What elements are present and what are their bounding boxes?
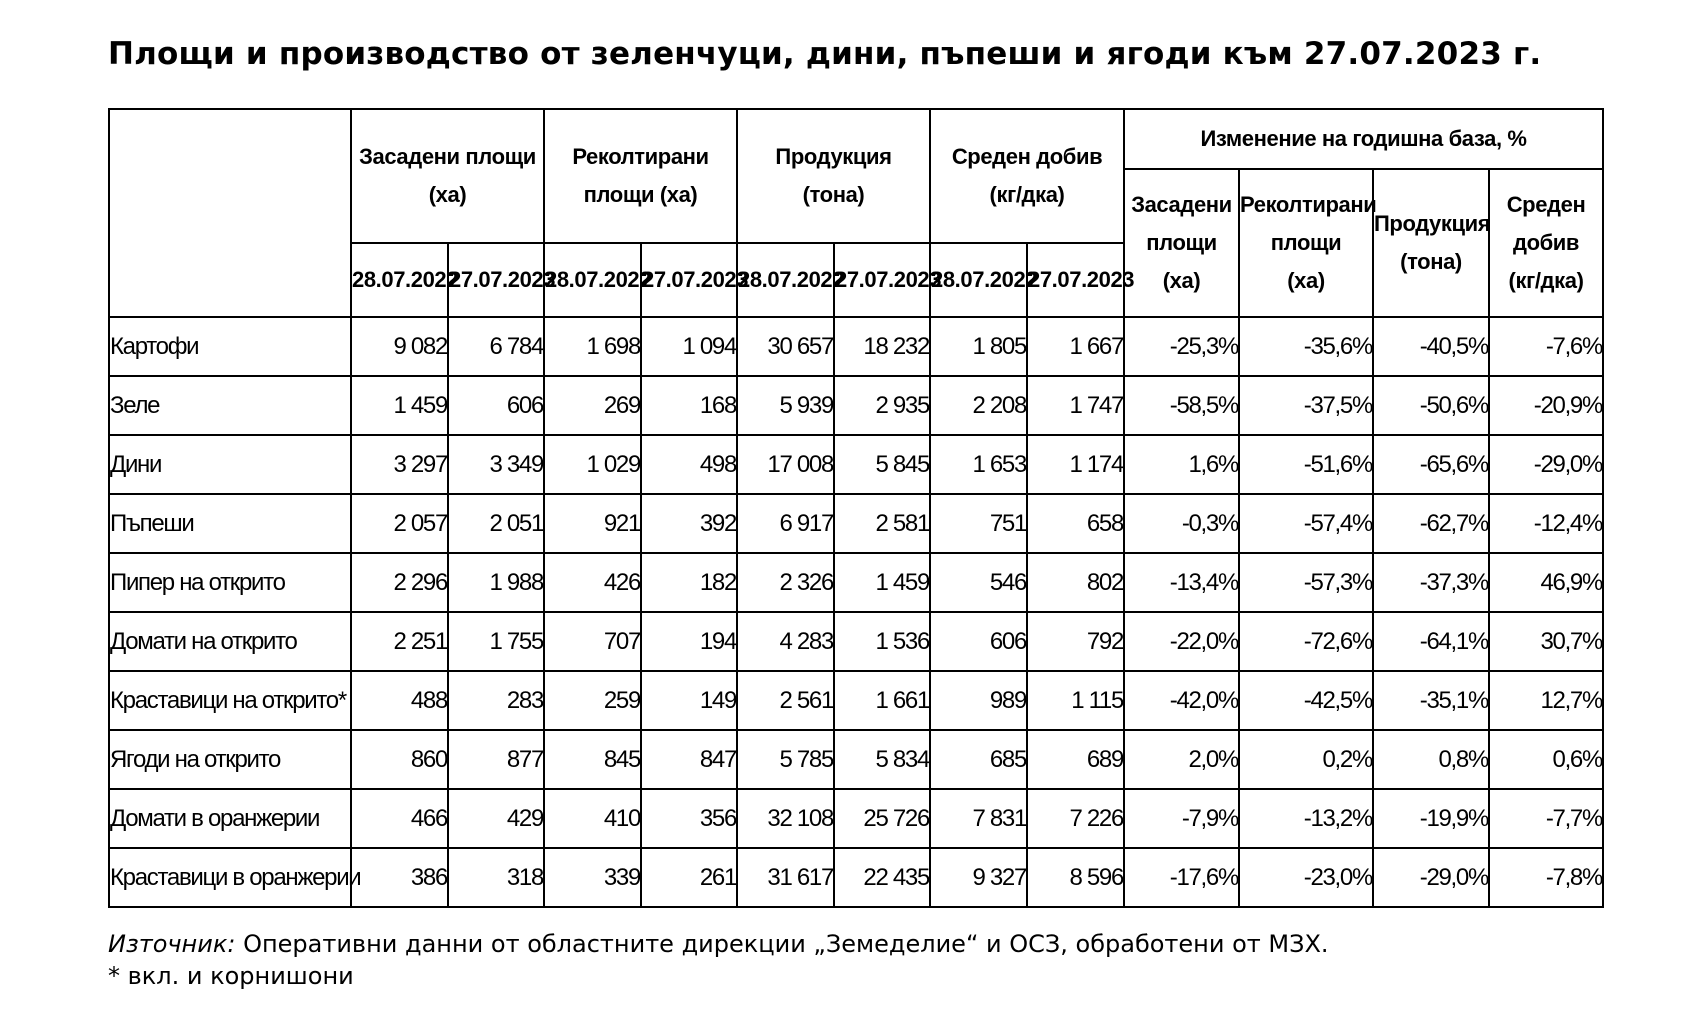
date-header: 27.07.2023 bbox=[641, 243, 737, 317]
table-cell: -64,1% bbox=[1373, 612, 1489, 671]
table-cell: 30 657 bbox=[737, 317, 834, 376]
table-cell: 1,6% bbox=[1124, 435, 1239, 494]
date-header: 28.07.2022 bbox=[351, 243, 448, 317]
table-row bbox=[109, 317, 1603, 376]
table-cell: 1 988 bbox=[448, 553, 544, 612]
table-cell: -57,3% bbox=[1239, 553, 1373, 612]
table-cell: -19,9% bbox=[1373, 789, 1489, 848]
date-header: 28.07.2022 bbox=[930, 243, 1027, 317]
table-cell: 845 bbox=[544, 730, 641, 789]
table-cell: -12,4% bbox=[1489, 494, 1603, 553]
table-cell: 1 747 bbox=[1027, 376, 1124, 435]
table-cell: 46,9% bbox=[1489, 553, 1603, 612]
table-row bbox=[109, 730, 1603, 789]
table-cell: 2 326 bbox=[737, 553, 834, 612]
table-cell: -65,6% bbox=[1373, 435, 1489, 494]
table-cell: 860 bbox=[351, 730, 448, 789]
header-change-production: Продукция (тона) bbox=[1373, 169, 1489, 317]
table-cell: 5 939 bbox=[737, 376, 834, 435]
table-cell: 32 108 bbox=[737, 789, 834, 848]
table-cell: -7,7% bbox=[1489, 789, 1603, 848]
table-cell: 339 bbox=[544, 848, 641, 907]
table-row bbox=[109, 671, 1603, 730]
table-cell: 8 596 bbox=[1027, 848, 1124, 907]
table-cell: 751 bbox=[930, 494, 1027, 553]
row-label: Ягоди на открито bbox=[109, 730, 351, 789]
table-cell: 168 bbox=[641, 376, 737, 435]
table-cell: 429 bbox=[448, 789, 544, 848]
table-cell: 2 935 bbox=[834, 376, 930, 435]
table-cell: 3 297 bbox=[351, 435, 448, 494]
table-cell: 194 bbox=[641, 612, 737, 671]
table-cell: 261 bbox=[641, 848, 737, 907]
row-label: Зеле bbox=[109, 376, 351, 435]
table-row bbox=[109, 553, 1603, 612]
table-cell: 3 349 bbox=[448, 435, 544, 494]
table-cell: 7 831 bbox=[930, 789, 1027, 848]
table-cell: 606 bbox=[448, 376, 544, 435]
row-label: Краставици в оранжерии bbox=[109, 848, 351, 907]
table-cell: 2 051 bbox=[448, 494, 544, 553]
table-cell: 5 834 bbox=[834, 730, 930, 789]
table-cell: 1 698 bbox=[544, 317, 641, 376]
row-label: Пъпеши bbox=[109, 494, 351, 553]
table-cell: 7 226 bbox=[1027, 789, 1124, 848]
table-cell: 6 784 bbox=[448, 317, 544, 376]
table-cell: -58,5% bbox=[1124, 376, 1239, 435]
table-cell: -57,4% bbox=[1239, 494, 1373, 553]
table-body bbox=[109, 317, 1603, 907]
table-cell: 1 661 bbox=[834, 671, 930, 730]
table-cell: -29,0% bbox=[1489, 435, 1603, 494]
table-cell: 149 bbox=[641, 671, 737, 730]
table-cell: 386 bbox=[351, 848, 448, 907]
table-cell: -23,0% bbox=[1239, 848, 1373, 907]
table-cell: 9 327 bbox=[930, 848, 1027, 907]
table-cell: 847 bbox=[641, 730, 737, 789]
table-cell: 2 581 bbox=[834, 494, 930, 553]
source-note bbox=[108, 928, 1329, 992]
table-cell: -62,7% bbox=[1373, 494, 1489, 553]
table-cell: 9 082 bbox=[351, 317, 448, 376]
table-cell: 25 726 bbox=[834, 789, 930, 848]
table-cell: 410 bbox=[544, 789, 641, 848]
header-production: Продукция (тона) bbox=[737, 109, 930, 243]
table-cell: -0,3% bbox=[1124, 494, 1239, 553]
table-cell: -13,4% bbox=[1124, 553, 1239, 612]
table-row bbox=[109, 612, 1603, 671]
table-cell: 392 bbox=[641, 494, 737, 553]
table-cell: 921 bbox=[544, 494, 641, 553]
table-row bbox=[109, 435, 1603, 494]
row-label: Домати на открито bbox=[109, 612, 351, 671]
table-cell: -51,6% bbox=[1239, 435, 1373, 494]
table-cell: 259 bbox=[544, 671, 641, 730]
table-cell: 318 bbox=[448, 848, 544, 907]
row-label: Домати в оранжерии bbox=[109, 789, 351, 848]
table-row bbox=[109, 789, 1603, 848]
table-cell: -37,5% bbox=[1239, 376, 1373, 435]
table-cell: 426 bbox=[544, 553, 641, 612]
table-cell: 2 251 bbox=[351, 612, 448, 671]
source-label: Източник: bbox=[108, 930, 236, 958]
source-text: Оперативни данни от областните дирекции „Земеделие“ и ОСЗ, обработени от МЗХ. bbox=[235, 930, 1329, 958]
table-cell: 658 bbox=[1027, 494, 1124, 553]
table-cell: 5 845 bbox=[834, 435, 930, 494]
table-cell: -7,8% bbox=[1489, 848, 1603, 907]
table-cell: 1 174 bbox=[1027, 435, 1124, 494]
header-planted: Засадени площи (ха) bbox=[351, 109, 544, 243]
header-change-planted: Засадени площи (ха) bbox=[1124, 169, 1239, 317]
table-cell: 1 029 bbox=[544, 435, 641, 494]
table-cell: -7,9% bbox=[1124, 789, 1239, 848]
table-cell: 31 617 bbox=[737, 848, 834, 907]
table-cell: 2 057 bbox=[351, 494, 448, 553]
table-cell: -22,0% bbox=[1124, 612, 1239, 671]
table-cell: 685 bbox=[930, 730, 1027, 789]
table-row bbox=[109, 376, 1603, 435]
table-cell: 1 536 bbox=[834, 612, 930, 671]
table-cell: 2 296 bbox=[351, 553, 448, 612]
table-cell: 6 917 bbox=[737, 494, 834, 553]
table-cell: 356 bbox=[641, 789, 737, 848]
table-cell: 546 bbox=[930, 553, 1027, 612]
table-cell: -35,6% bbox=[1239, 317, 1373, 376]
header-change-yield: Среден добив (кг/дка) bbox=[1489, 169, 1603, 317]
table-cell: 4 283 bbox=[737, 612, 834, 671]
table-cell: -72,6% bbox=[1239, 612, 1373, 671]
date-header: 28.07.2022 bbox=[544, 243, 641, 317]
table-cell: 1 667 bbox=[1027, 317, 1124, 376]
table-cell: 707 bbox=[544, 612, 641, 671]
table-cell: -25,3% bbox=[1124, 317, 1239, 376]
table-cell: 0,6% bbox=[1489, 730, 1603, 789]
table-cell: 466 bbox=[351, 789, 448, 848]
table-cell: 182 bbox=[641, 553, 737, 612]
date-header: 27.07.2023 bbox=[834, 243, 930, 317]
table-cell: -40,5% bbox=[1373, 317, 1489, 376]
table-cell: 802 bbox=[1027, 553, 1124, 612]
page-title: Площи и производство от зеленчуци, дини, пъпеши и ягоди към 27.07.2023 г. bbox=[108, 36, 1542, 72]
header-change: Изменение на годишна база, % bbox=[1124, 109, 1603, 169]
table-cell: 283 bbox=[448, 671, 544, 730]
table-cell: 1 094 bbox=[641, 317, 737, 376]
table-row bbox=[109, 848, 1603, 907]
data-table bbox=[108, 108, 1604, 908]
table-cell: 0,8% bbox=[1373, 730, 1489, 789]
row-label: Краставици на открито* bbox=[109, 671, 351, 730]
table-cell: -50,6% bbox=[1373, 376, 1489, 435]
table-cell: 1 653 bbox=[930, 435, 1027, 494]
table-cell: 269 bbox=[544, 376, 641, 435]
table-cell: 17 008 bbox=[737, 435, 834, 494]
table-cell: 2 208 bbox=[930, 376, 1027, 435]
date-header: 27.07.2023 bbox=[448, 243, 544, 317]
header-harvested: Реколтирани площи (ха) bbox=[544, 109, 737, 243]
table-cell: 1 459 bbox=[351, 376, 448, 435]
corner-cell bbox=[109, 109, 351, 317]
header-yield: Среден добив (кг/дка) bbox=[930, 109, 1124, 243]
date-header: 28.07.2022 bbox=[737, 243, 834, 317]
table-cell: 488 bbox=[351, 671, 448, 730]
row-label: Дини bbox=[109, 435, 351, 494]
table-cell: -13,2% bbox=[1239, 789, 1373, 848]
table-cell: 1 459 bbox=[834, 553, 930, 612]
table-cell: 30,7% bbox=[1489, 612, 1603, 671]
row-label: Пипер на открито bbox=[109, 553, 351, 612]
table-cell: 18 232 bbox=[834, 317, 930, 376]
table-cell: 22 435 bbox=[834, 848, 930, 907]
date-header: 27.07.2023 bbox=[1027, 243, 1124, 317]
table-cell: 498 bbox=[641, 435, 737, 494]
table-cell: 1 805 bbox=[930, 317, 1027, 376]
table-cell: 606 bbox=[930, 612, 1027, 671]
table-cell: -17,6% bbox=[1124, 848, 1239, 907]
table-cell: -7,6% bbox=[1489, 317, 1603, 376]
table-cell: 5 785 bbox=[737, 730, 834, 789]
table-cell: -35,1% bbox=[1373, 671, 1489, 730]
table-cell: 877 bbox=[448, 730, 544, 789]
table-cell: -42,0% bbox=[1124, 671, 1239, 730]
header-change-harvested: Реколтирани площи (ха) bbox=[1239, 169, 1373, 317]
table-cell: 1 755 bbox=[448, 612, 544, 671]
table-cell: -20,9% bbox=[1489, 376, 1603, 435]
row-label: Картофи bbox=[109, 317, 351, 376]
table-row bbox=[109, 494, 1603, 553]
table-cell: 0,2% bbox=[1239, 730, 1373, 789]
table-cell: -42,5% bbox=[1239, 671, 1373, 730]
table-cell: 2,0% bbox=[1124, 730, 1239, 789]
table-cell: 792 bbox=[1027, 612, 1124, 671]
footnote: * вкл. и корнишони bbox=[108, 962, 354, 990]
table-cell: 1 115 bbox=[1027, 671, 1124, 730]
table-cell: 12,7% bbox=[1489, 671, 1603, 730]
table-cell: -29,0% bbox=[1373, 848, 1489, 907]
table-cell: -37,3% bbox=[1373, 553, 1489, 612]
table-cell: 989 bbox=[930, 671, 1027, 730]
table-cell: 689 bbox=[1027, 730, 1124, 789]
table-cell: 2 561 bbox=[737, 671, 834, 730]
